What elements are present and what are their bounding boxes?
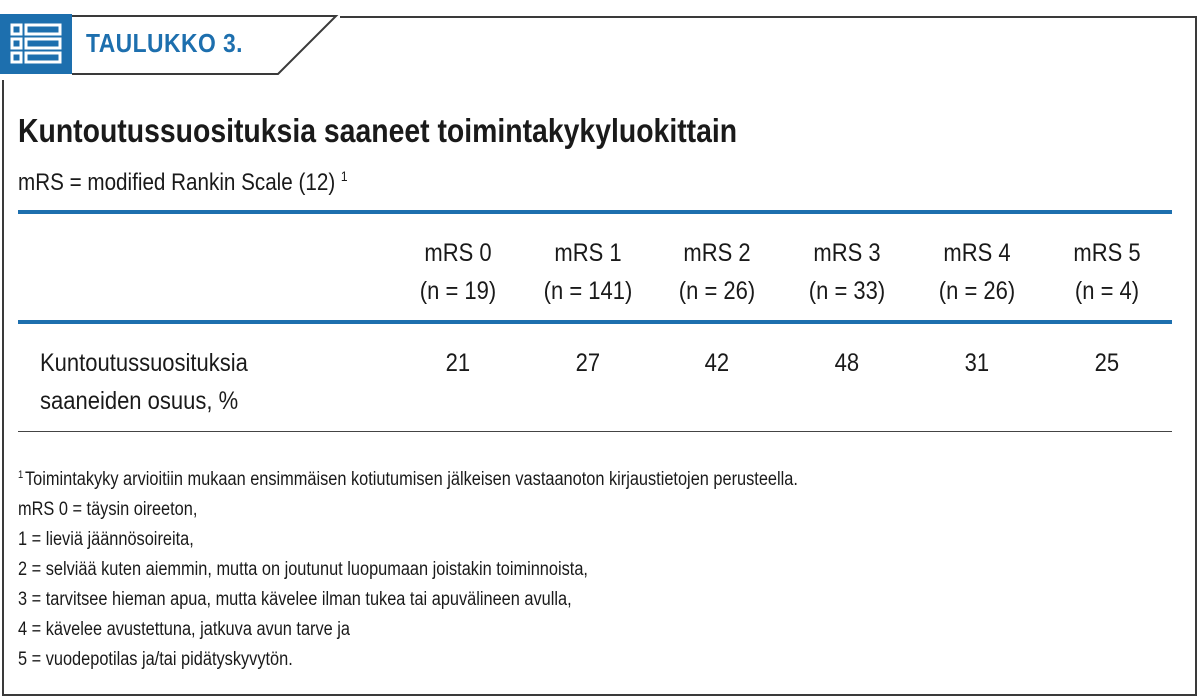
row-label-line1: Kuntoutussuosituksia [40, 349, 248, 377]
table-list-icon [0, 14, 72, 74]
column-n: (n = 4) [1074, 277, 1140, 305]
column-label: mRS 2 [683, 239, 751, 267]
footnotes [18, 460, 798, 675]
column-n: (n = 26) [938, 277, 1016, 305]
table-cell-mrs1 [523, 344, 653, 382]
table-cell-mrs2 [652, 344, 782, 382]
footnote-line: 1 = lieviä jäännösoireita, [18, 529, 194, 550]
footnote-line: 4 = kävelee avustettuna, jatkuva avun tarve ja [18, 619, 351, 640]
column-n: (n = 19) [419, 277, 497, 305]
column-label: mRS 4 [943, 239, 1011, 267]
cell-value: 48 [834, 349, 860, 377]
cell-value: 31 [964, 349, 990, 377]
row-label [40, 344, 248, 420]
table-top-rule [18, 210, 1172, 214]
column-header-mrs2 [652, 234, 782, 310]
footnote-line [18, 460, 798, 495]
column-header-mrs3 [782, 234, 912, 310]
footnote-line: 3 = tarvitsee hieman apua, mutta kävelee ilman tukea tai apuvälineen avulla, [18, 589, 572, 610]
column-header-mrs0 [393, 234, 523, 310]
column-n: (n = 33) [808, 277, 886, 305]
table-cell-mrs0 [393, 344, 523, 382]
subtitle-text: mRS = modified Rankin Scale (12) [18, 169, 336, 196]
column-header-mrs4 [912, 234, 1042, 310]
column-label: mRS 3 [813, 239, 881, 267]
column-header-mrs5 [1042, 234, 1172, 310]
table-cell-mrs3 [782, 344, 912, 382]
column-n: (n = 141) [543, 277, 633, 305]
column-label: mRS 5 [1073, 239, 1141, 267]
table-cell-mrs4 [912, 344, 1042, 382]
subtitle-footnote-mark: 1 [340, 168, 348, 184]
column-label: mRS 0 [424, 239, 492, 267]
row-label-line2: saaneiden osuus, % [40, 387, 239, 415]
cell-value: 25 [1094, 349, 1120, 377]
footnote-mark: 1 [18, 469, 24, 481]
table-subtitle [18, 168, 348, 197]
footnote-text: Toimintakyky arvioitiin mukaan ensimmäisen kotiutumisen jälkeisen vastaanoton kirjaustietojen perusteella. [24, 469, 798, 490]
table-bottom-rule [18, 431, 1172, 432]
cell-value: 27 [575, 349, 601, 377]
footnote-line: 2 = selviää kuten aiemmin, mutta on joutunut luopumaan joistakin toiminnoista, [18, 559, 588, 580]
footnote-line: mRS 0 = täysin oireeton, [18, 499, 198, 520]
column-header-mrs1 [523, 234, 653, 310]
table-title: Kuntoutussuosituksia saaneet toimintakykyluokittain [18, 112, 738, 149]
table-cell-mrs5 [1042, 344, 1172, 382]
column-label: mRS 1 [554, 239, 622, 267]
cell-value: 42 [704, 349, 730, 377]
footnote-line: 5 = vuodepotilas ja/tai pidätyskyvytön. [18, 649, 293, 670]
table-header-rule [18, 320, 1172, 324]
table-number-label: TAULUKKO 3. [86, 28, 243, 58]
column-n: (n = 26) [678, 277, 756, 305]
cell-value: 21 [445, 349, 471, 377]
